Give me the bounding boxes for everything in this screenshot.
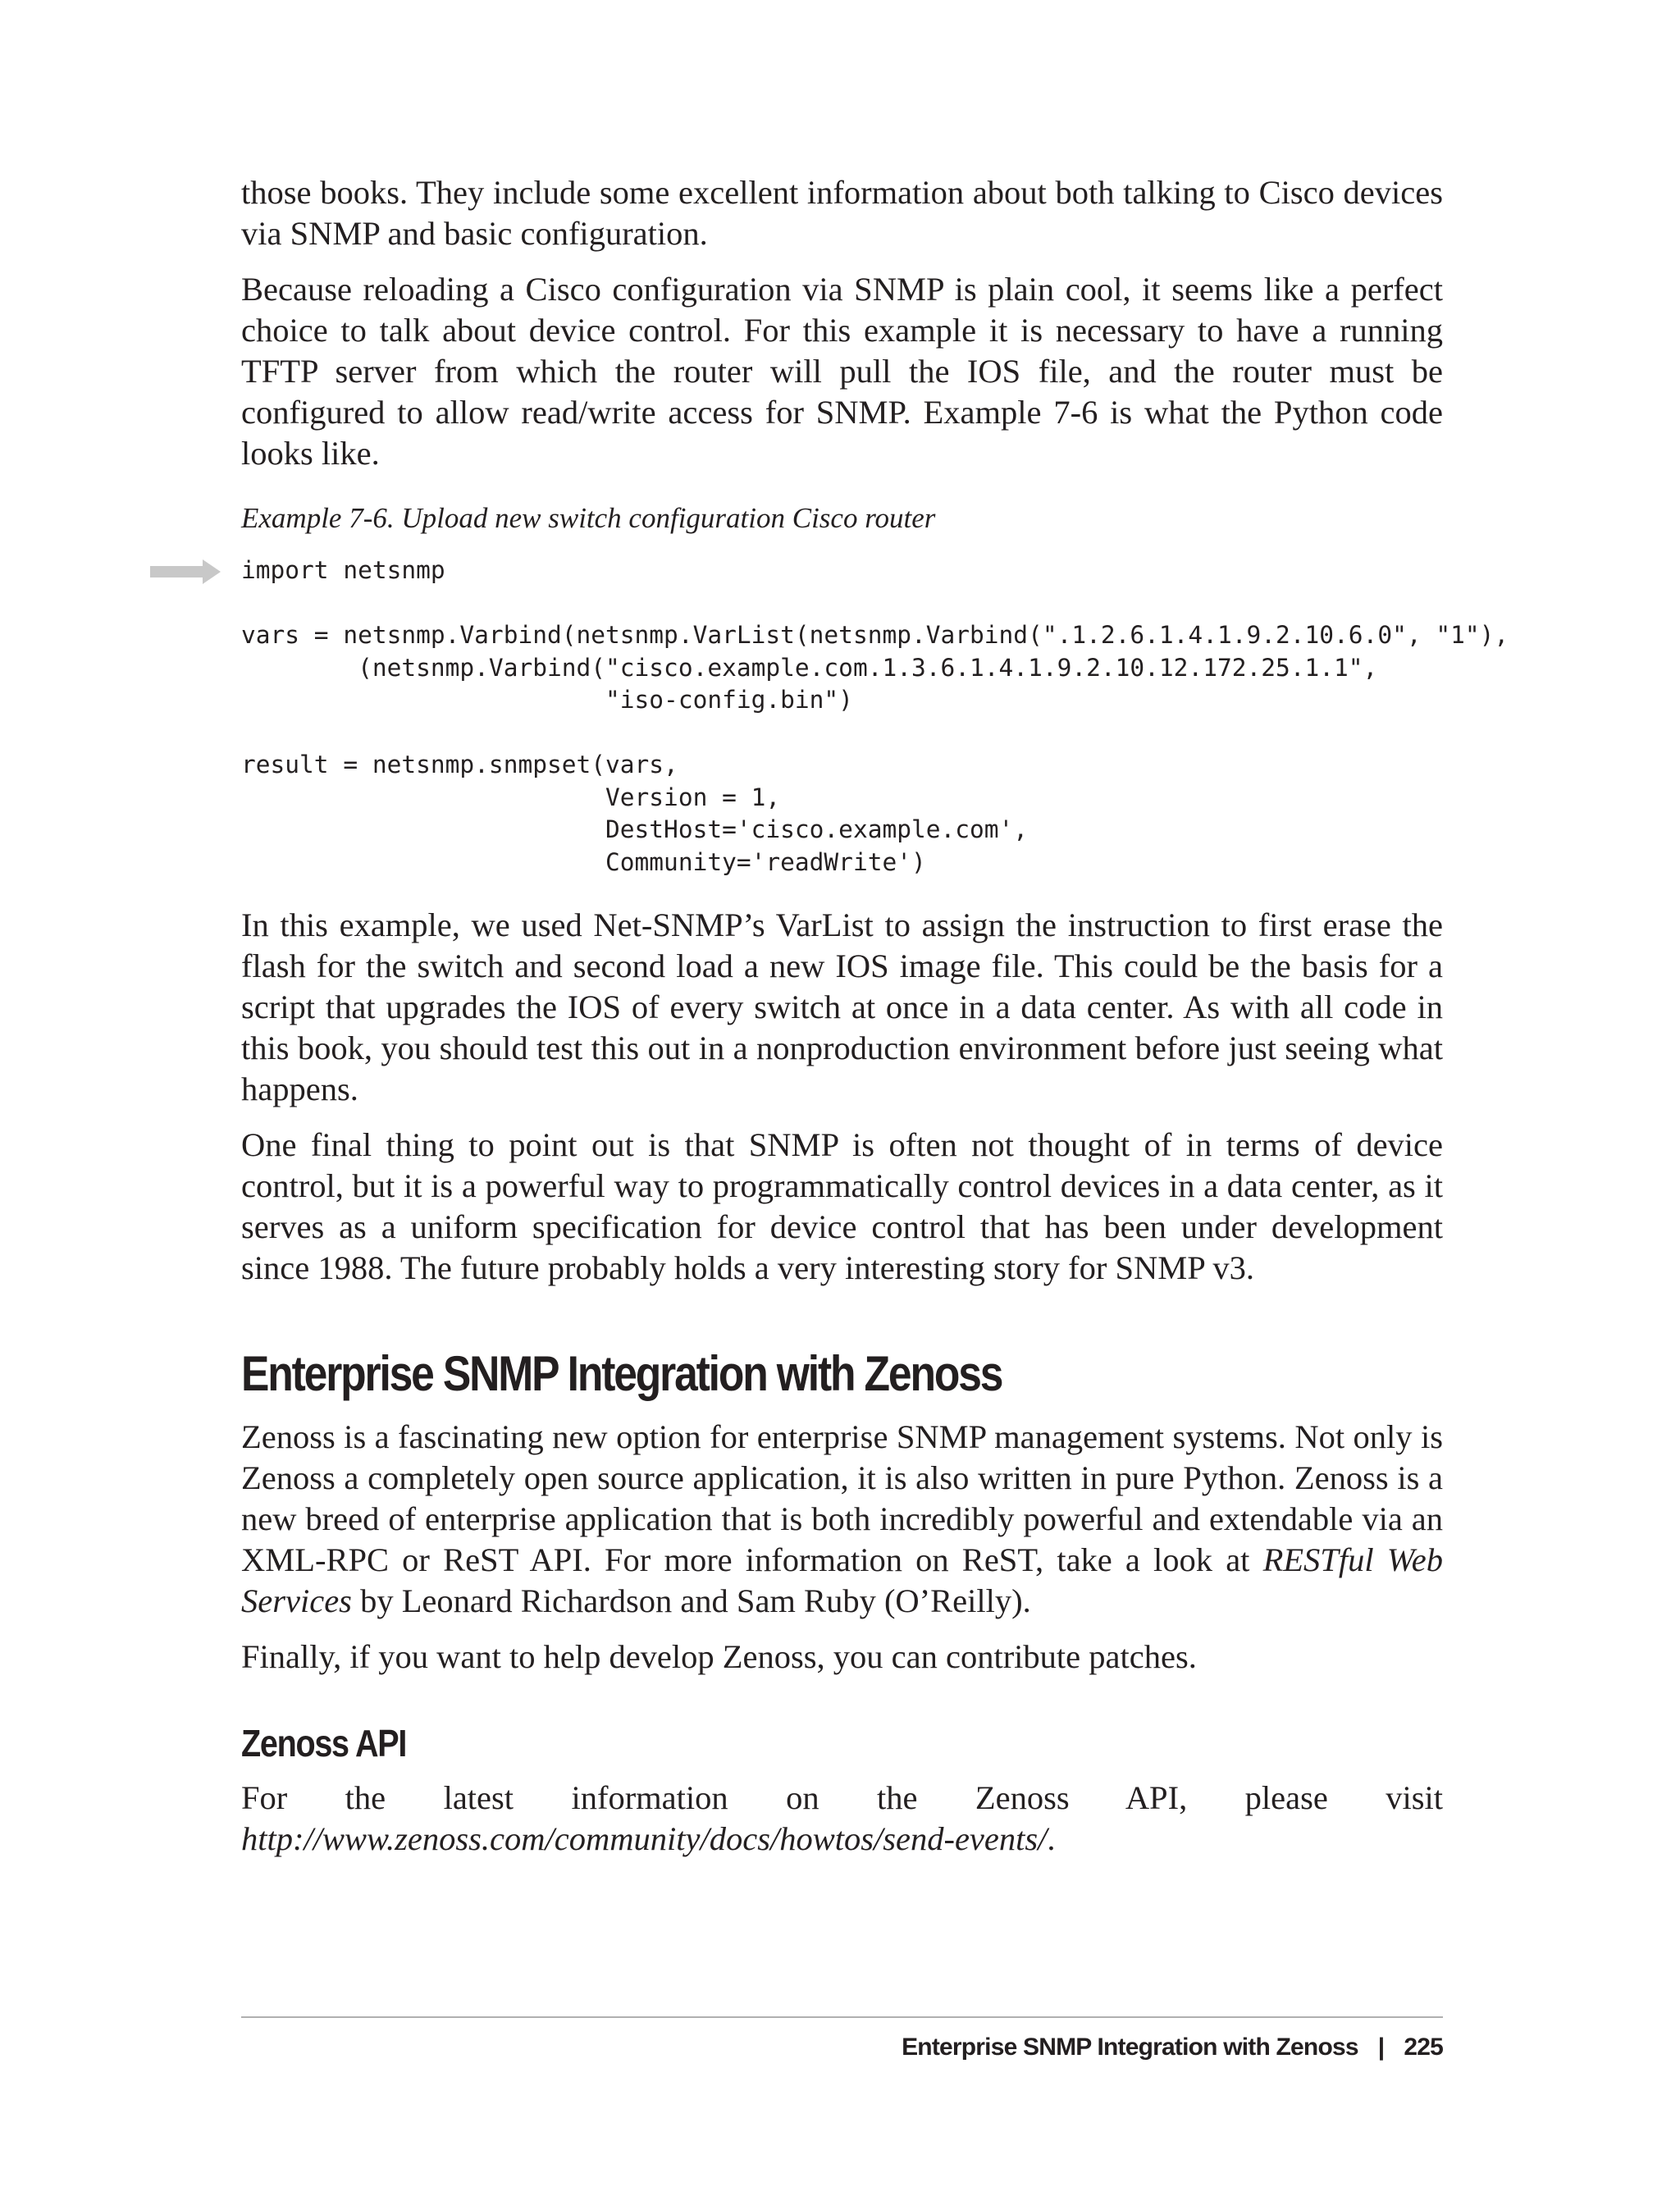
footer-divider <box>241 2016 1443 2018</box>
paragraph-final-thing: One final thing to point out is that SNMP is often not thought of in terms of device control, but it is a powerful way to programmatically control devices in a data center, as it serves as a uniform specification for device control that has been under development since 1988. The future probably holds a very interesting story for SNMP v3. <box>241 1126 1443 1286</box>
code-listing: import netsnmp vars = netsnmp.Varbind(netsnmp.VarList(netsnmp.Varbind(".1.2.6.1.4.1.9.2.10.6.0", "1"), (netsnmp.Varbind("cisco.example.com.1.3.6.1.4.1.9.2.10.12.172.25.1.1", "iso-config.bin") result = netsnmp.snmpset(vars, Version = 1, DestHost='cisco.example.com', Community='readWrite') <box>241 556 1509 876</box>
code-example <box>241 555 1509 879</box>
subsection-heading: Zenoss API <box>241 1722 407 1764</box>
example-caption: Example 7-6. Upload new switch configuration Cisco router <box>241 502 936 534</box>
zenoss-text-before: Zenoss is a fascinating new option for enterprise SNMP management systems. Not only is Zenoss a completely open source application, it is also written in pure Python. Zenoss is a new breed of enterprise application that is both incredibly powerful and extendable via an XML-RPC or ReST API. For more information on ReST, take a look at <box>241 1418 1443 1578</box>
api-text-before: For the latest information on the Zenoss API, please visit <box>241 1779 1443 1816</box>
paragraph-contribute: Finally, if you want to help develop Zenoss, you can contribute patches. <box>241 1638 1197 1675</box>
api-text-after: . <box>1047 1820 1056 1857</box>
zenoss-text-after: by Leonard Richardson and Sam Ruby (O’Reilly). <box>351 1582 1031 1619</box>
page-content <box>241 172 1509 1874</box>
running-title: Enterprise SNMP Integration with Zenoss <box>902 2034 1358 2061</box>
paragraph-zenoss-api <box>241 1778 1443 1860</box>
section-heading: Enterprise SNMP Integration with Zenoss <box>241 1346 1002 1401</box>
paragraph-intro: those books. They include some excellent information about both talking to Cisco devices via SNMP and basic configuration. <box>241 174 1443 252</box>
page-footer <box>902 2031 1443 2064</box>
paragraph-zenoss <box>241 1417 1443 1622</box>
arrow-right-icon <box>150 559 221 584</box>
paragraph-varlist: In this example, we used Net-SNMP’s VarList to assign the instruction to first erase the flash for the switch and second load a new IOS image file. This could be the basis for a script that upgrades the IOS of every switch at once in a data center. As with all code in this book, you should test this out in a nonproduction environment before just seeing what happens. <box>241 906 1443 1107</box>
paragraph-device-control: Because reloading a Cisco configuration via SNMP is plain cool, it seems like a perfect choice to talk about device control. For this example it is necessary to have a running TFTP server from which the router will pull the IOS file, and the router must be configured to allow read/write access for SNMP. Example 7-6 is what the Python code looks like. <box>241 271 1443 472</box>
zenoss-api-link[interactable]: http://www.zenoss.com/community/docs/howtos/send-events/ <box>241 1820 1048 1857</box>
book-title: RESTful Web Services <box>241 1541 1443 1619</box>
footer-separator: | <box>1377 2034 1385 2061</box>
page-number: 225 <box>1404 2034 1443 2061</box>
